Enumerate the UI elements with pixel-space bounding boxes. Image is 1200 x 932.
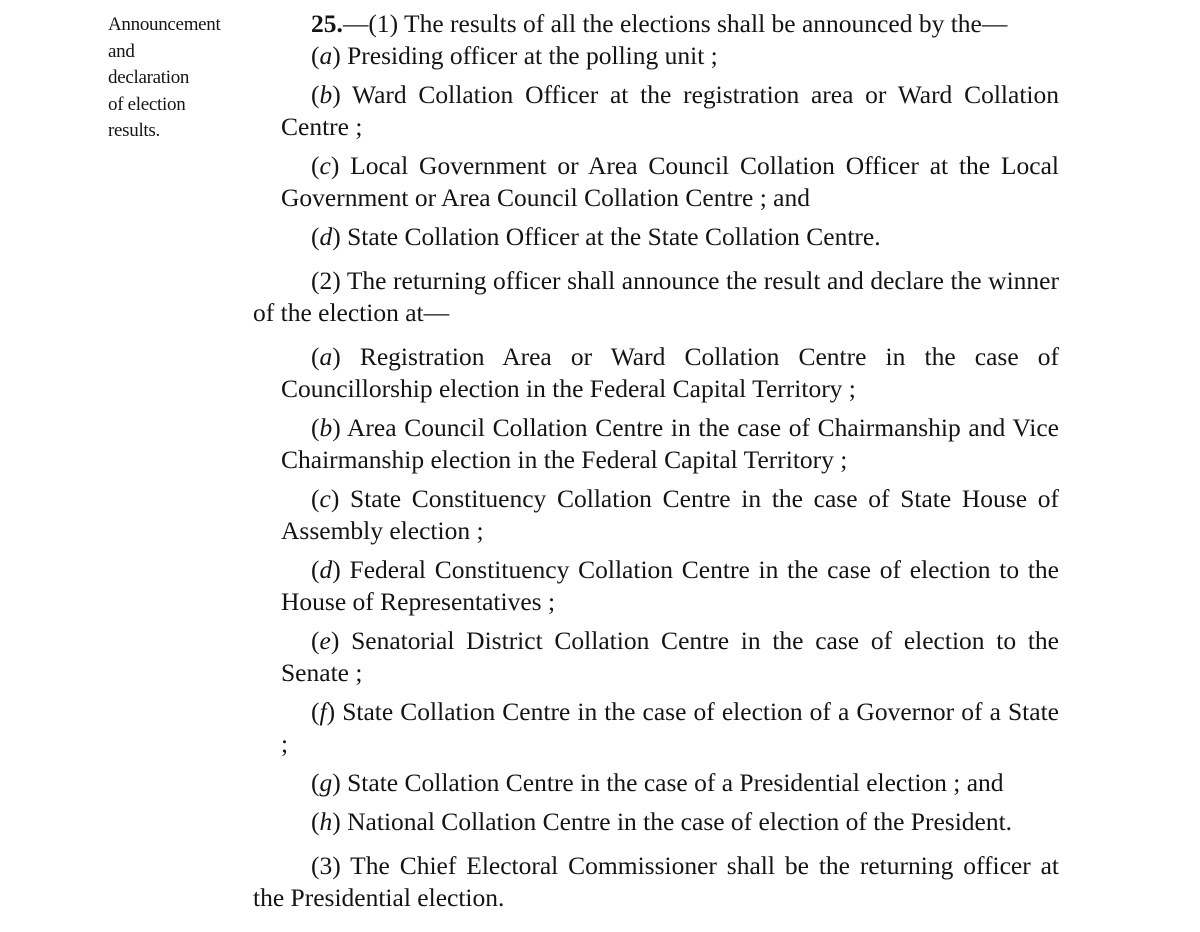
item-letter: a xyxy=(319,41,333,70)
item-letter: a xyxy=(319,342,333,371)
list-item: (b) Ward Collation Officer at the registration area or Ward Collation Centre ; xyxy=(281,80,1059,141)
section-body xyxy=(253,8,1059,914)
list-item: (a) Registration Area or Ward Collation Centre in the case of Councillorship election in the Federal Capital Territory ; xyxy=(281,342,1059,403)
item-letter: f xyxy=(319,697,327,726)
item-letter: c xyxy=(319,484,331,513)
item-letter: b xyxy=(319,80,333,109)
list-item: (h) National Collation Centre in the case of election of the President. xyxy=(311,807,1013,836)
marginal-note-line: results. xyxy=(108,120,160,141)
item-letter: d xyxy=(319,555,333,584)
item-text: Federal Constituency Collation Centre in the case of election to the House of Representatives ; xyxy=(281,555,1059,616)
subsection-3: (3) The Chief Electoral Commissioner shall be the returning officer at the Presidential election. xyxy=(253,851,1059,912)
item-text: Presiding officer at the polling unit ; xyxy=(347,41,718,70)
item-letter: c xyxy=(319,151,331,180)
item-text: State Collation Officer at the State Collation Centre. xyxy=(347,222,881,251)
item-text: Local Government or Area Council Collation Officer at the Local Government or Area Council Collation Centre ; and xyxy=(281,151,1059,212)
item-letter: e xyxy=(319,626,331,655)
item-text: Senatorial District Collation Centre in the case of election to the Senate ; xyxy=(281,626,1059,687)
item-text: National Collation Centre in the case of election of the President. xyxy=(347,807,1013,836)
list-item: (e) Senatorial District Collation Centre in the case of election to the Senate ; xyxy=(281,626,1059,687)
marginal-note-line: declaration xyxy=(108,67,190,88)
list-item: (g) State Collation Centre in the case of a Presidential election ; and xyxy=(311,768,1004,797)
item-text: Ward Collation Officer at the registration area or Ward Collation Centre ; xyxy=(281,80,1059,141)
list-item: (c) Local Government or Area Council Collation Officer at the Local Government or Area Council Collation Centre ; and xyxy=(281,151,1059,212)
marginal-note-line: Announcement xyxy=(108,14,221,35)
item-letter: h xyxy=(319,807,333,836)
item-text: State Collation Centre in the case of a Presidential election ; and xyxy=(347,768,1004,797)
item-letter: d xyxy=(319,222,333,251)
list-item: (b) Area Council Collation Centre in the case of Chairmanship and Vice Chairmanship election in the Federal Capital Territory ; xyxy=(281,413,1060,474)
item-text: Registration Area or Ward Collation Centre in the case of Councillorship election in the Federal Capital Territory ; xyxy=(281,342,1059,403)
section-number: 25. xyxy=(311,9,343,38)
list-item: (d) State Collation Officer at the State Collation Centre. xyxy=(311,222,881,251)
list-item: (f) State Collation Centre in the case of election of a Governor of a State ; xyxy=(281,697,1059,758)
item-text: State Constituency Collation Centre in the case of State House of Assembly election ; xyxy=(281,484,1059,545)
list-item: (d) Federal Constituency Collation Centre in the case of election to the House of Representatives ; xyxy=(281,555,1059,616)
item-text: State Collation Centre in the case of election of a Governor of a State ; xyxy=(281,697,1059,758)
marginal-note-line: and xyxy=(108,40,135,62)
list-item: (a) Presiding officer at the polling unit ; xyxy=(311,41,718,70)
item-letter: b xyxy=(319,413,333,442)
subsection-1-intro xyxy=(253,8,1059,40)
subsection-2-list xyxy=(253,341,1059,838)
item-text: Area Council Collation Centre in the case of Chairmanship and Vice Chairmanship election in the Federal Capital Territory ; xyxy=(281,413,1060,474)
marginal-note-line: of election xyxy=(108,93,186,115)
subsection-2-intro: (2) The returning officer shall announce the result and declare the winner of the election at— xyxy=(253,266,1059,327)
list-item: (c) State Constituency Collation Centre in the case of State House of Assembly election ; xyxy=(281,484,1059,545)
marginal-note xyxy=(108,12,248,145)
subsection-1-intro-text: —(1) The results of all the elections shall be announced by the— xyxy=(342,9,1008,38)
item-letter: g xyxy=(319,768,333,797)
